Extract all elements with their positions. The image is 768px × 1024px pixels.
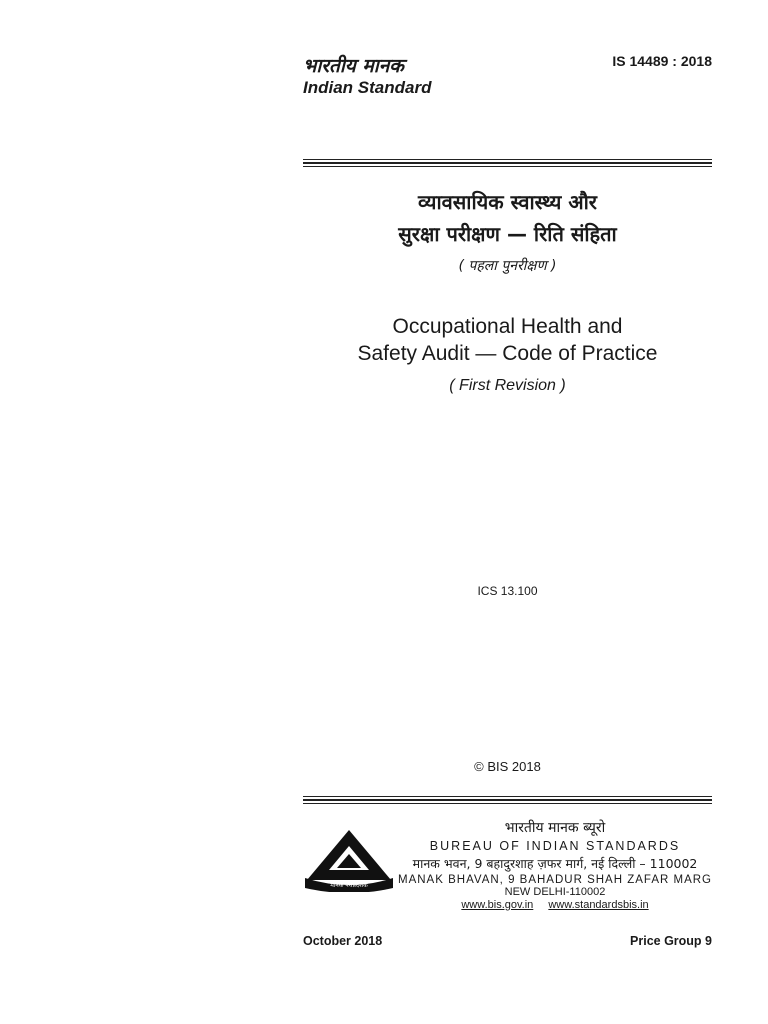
logo-motto: मानक पथप्रदर्शक [330,882,368,889]
price-group: Price Group 9 [630,934,712,948]
publisher-links [398,899,712,911]
publisher-block [398,818,712,911]
publication-date: October 2018 [303,934,383,948]
publisher-city: NEW DELHI-110002 [504,886,606,898]
english-standard-label: Indian Standard [303,78,432,97]
hindi-title [303,186,712,250]
hindi-title-line2: सुरक्षा परीक्षण — रिति संहिता [398,222,617,246]
standardsbis-link[interactable]: www.standardsbis.in [548,899,649,911]
publisher-english-address: MANAK BHAVAN, 9 BAHADUR SHAH ZAFAR MARG [398,874,712,886]
english-title-line2: Safety Audit — Code of Practice [357,342,658,365]
hindi-standard-label: भारतीय मानक [303,55,404,77]
english-title [303,313,712,367]
bis-gov-link[interactable]: www.bis.gov.in [461,899,534,911]
bottom-divider [303,796,712,806]
english-title-line1: Occupational Health and [392,315,623,338]
english-revision: ( First Revision ) [449,377,566,394]
ics-code: ICS 13.100 [477,584,538,598]
top-divider [303,159,712,169]
copyright: © BIS 2018 [474,759,541,774]
bis-logo-icon [303,828,395,892]
publisher-hindi-name: भारतीय मानक ब्यूरो [504,820,606,836]
publisher-hindi-address: मानक भवन, 9 बहादुरशाह ज़फर मार्ग, नई दिल्ली – 110002 [412,856,698,871]
hindi-title-line1: व्यावसायिक स्वास्थ्य और [418,190,597,214]
hindi-revision: ( पहला पुनरीक्षण ) [458,258,557,274]
standard-number: IS 14489 : 2018 [612,53,712,69]
publisher-english-name: BUREAU OF INDIAN STANDARDS [429,839,681,853]
